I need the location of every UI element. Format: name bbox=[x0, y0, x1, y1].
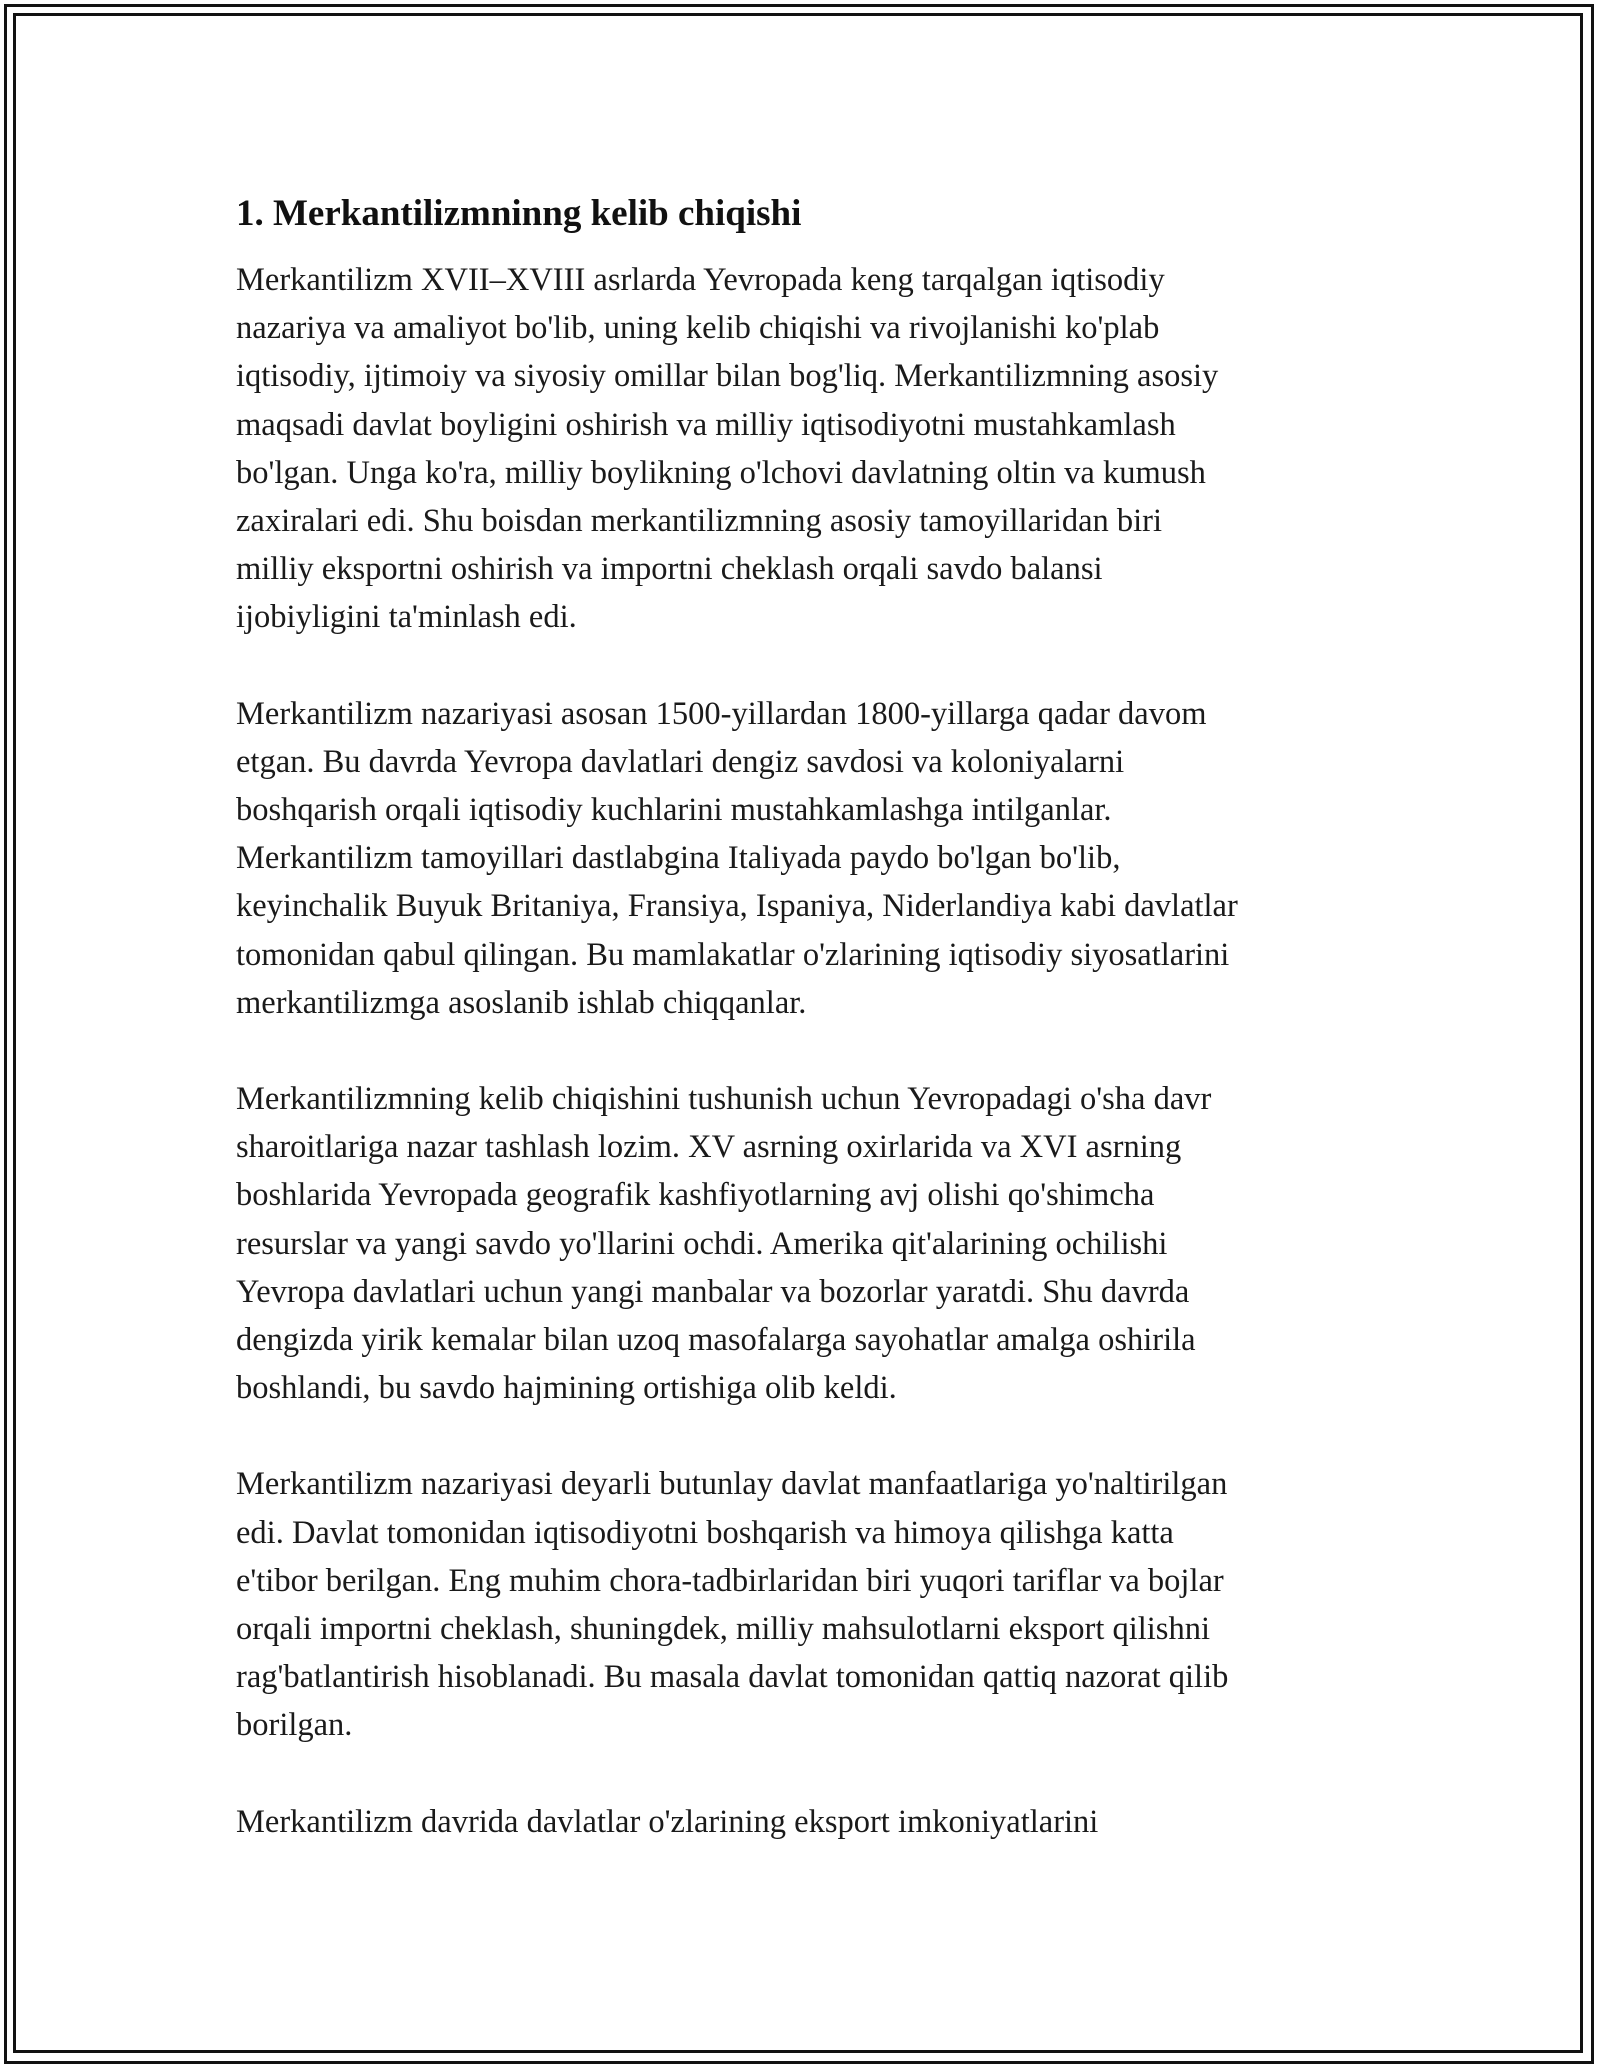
text-line: iqtisodiy, ijtimoiy va siyosiy omillar bilan bog'liq. Merkantilizmning asosiy bbox=[236, 358, 1219, 395]
text-line: keyinchalik Buyuk Britaniya, Fransiya, Ispaniya, Niderlandiya kabi davlatlar bbox=[236, 888, 1238, 925]
paragraph-5 bbox=[236, 1798, 1386, 1846]
text-line: Merkantilizm tamoyillari dastlabgina Italiyada paydo bo'lgan bo'lib, bbox=[236, 840, 1121, 877]
text-line: orqali importni cheklash, shuningdek, milliy mahsulotlarni eksport qilishni bbox=[236, 1611, 1210, 1648]
text-line: Yevropa davlatlari uchun yangi manbalar va bozorlar yaratdi. Shu davrda bbox=[236, 1273, 1190, 1310]
text-line: boshlarida Yevropada geografik kashfiyotlarning avj olishi qo'shimcha bbox=[236, 1177, 1155, 1214]
text-line: bo'lgan. Unga ko'ra, milliy boylikning o'lchovi davlatning oltin va kumush bbox=[236, 454, 1206, 491]
text-line: merkantilizmga asoslanib ishlab chiqqanlar. bbox=[236, 984, 807, 1021]
text-line: boshlandi, bu savdo hajmining ortishiga olib keldi. bbox=[236, 1370, 897, 1407]
paragraph-2 bbox=[236, 690, 1386, 1027]
text-line: borilgan. bbox=[236, 1707, 353, 1744]
text-line: rag'batlantirish hisoblanadi. Bu masala davlat tomonidan qattiq nazorat qilib bbox=[236, 1659, 1229, 1696]
paragraph-4 bbox=[236, 1460, 1386, 1749]
text-line: sharoitlariga nazar tashlash lozim. XV asrning oxirlarida va XVI asrning bbox=[236, 1129, 1182, 1166]
text-line: boshqarish orqali iqtisodiy kuchlarini mustahkamlashga intilganlar. bbox=[236, 792, 1112, 829]
text-line: Merkantilizm nazariyasi deyarli butunlay davlat manfaatlariga yo'naltirilgan bbox=[236, 1466, 1228, 1503]
text-line: zaxiralari edi. Shu boisdan merkantilizmning asosiy tamoyillaridan biri bbox=[236, 503, 1163, 540]
paragraph-1 bbox=[236, 256, 1386, 642]
section-heading: 1. Merkantilizmninng kelib chiqishi bbox=[236, 193, 802, 234]
text-line: ijobiyligini ta'minlash edi. bbox=[236, 599, 577, 636]
text-line: e'tibor berilgan. Eng muhim chora-tadbirlaridan biri yuqori tariflar va bojlar bbox=[236, 1562, 1224, 1599]
text-line: edi. Davlat tomonidan iqtisodiyotni boshqarish va himoya qilishga katta bbox=[236, 1514, 1174, 1551]
text-line: maqsadi davlat boyligini oshirish va milliy iqtisodiyotni mustahkamlash bbox=[236, 406, 1176, 443]
text-line: dengizda yirik kemalar bilan uzoq masofalarga sayohatlar amalga oshirila bbox=[236, 1322, 1196, 1359]
text-line: Merkantilizm nazariyasi asosan 1500-yillardan 1800-yillarga qadar davom bbox=[236, 695, 1207, 732]
text-line: tomonidan qabul qilingan. Bu mamlakatlar o'zlarining iqtisodiy siyosatlarini bbox=[236, 936, 1230, 973]
text-line: etgan. Bu davrda Yevropa davlatlari dengiz savdosi va koloniyalarni bbox=[236, 743, 1125, 780]
document-body bbox=[236, 188, 1386, 1846]
paragraph-3 bbox=[236, 1075, 1386, 1412]
text-line: Merkantilizm XVII–XVIII asrlarda Yevropada keng tarqalgan iqtisodiy bbox=[236, 262, 1165, 298]
text-line: nazariya va amaliyot bo'lib, uning kelib chiqishi va rivojlanishi ko'plab bbox=[236, 310, 1160, 347]
text-line: resurslar va yangi savdo yo'llarini ochdi. Amerika qit'alarining ochilishi bbox=[236, 1225, 1168, 1262]
text-line: milliy eksportni oshirish va importni cheklash orqali savdo balansi bbox=[236, 551, 1103, 588]
text-line: Merkantilizmning kelib chiqishini tushunish uchun Yevropadagi o'sha davr bbox=[236, 1081, 1212, 1118]
text-line: Merkantilizm davrida davlatlar o'zlarining eksport imkoniyatlarini bbox=[236, 1803, 1099, 1840]
